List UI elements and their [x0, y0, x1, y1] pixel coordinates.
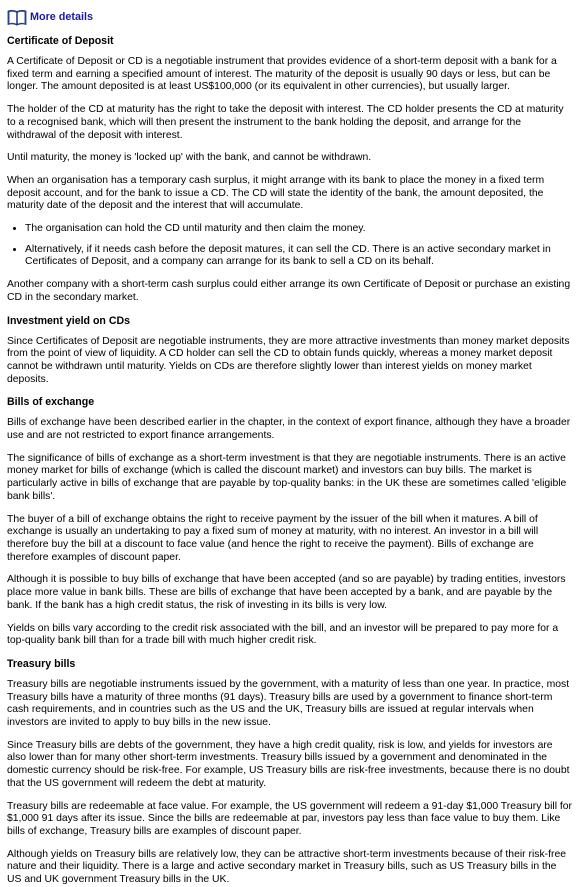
paragraph: Although it is possible to buy bills of exchange that have been accepted (and so are payable) by trading entities, investors place more value in bank bills. These are bills of exchange that have been accepted by a bank, and are payable by the bank. If the bank has a high credit status, the risk of investing in its bills is very low. [7, 574, 566, 611]
paragraph: Although yields on Treasury bills are relatively low, they can be attractive short-term investments because of their risk-free nature and their liquidity. There is a large and active secondary market in Treasury bills, such as US Treasury bills in the US and UK government Treasury bills in the UK. [7, 848, 567, 886]
paragraph: Bills of exchange have been described earlier in the chapter, in the context of export finance, although they have a broader use and are not restricted to export finance arrangements. [7, 417, 571, 442]
list-item: • Alternatively, if it needs cash before the deposit matures, it can sell the CD. There is an active secondary market in Certificates of Deposit, and a company can arrange for its bank to sell a CD on its behalf. [25, 244, 573, 269]
paragraph: Since Treasury bills are debts of the government, they have a high credit quality, risk is low, and yields for investors are also lower than for many other short-term investments. Treasury bills issued by a government and denominated in the domestic currency should be risk-free. For example, US Treasury bills are risk-free investments, because there is no doubt that the US government will redeem the debt at maturity. [7, 739, 570, 789]
paragraph: Treasury bills are negotiable instruments issued by the government, with a maturity of less than one year. In practice, most Treasury bills have a maturity of three months (91 days). Treasury bills are used by a government to finance short-term cash requirements, and in countries such as the US and the UK, Treasury bills are issued at regular intervals when investors are invited to apply to buy bills in the new issue. [7, 678, 570, 729]
paragraph: Treasury bills are redeemable at face value. For example, the US government will redeem a 91-day $1,000 Treasury bill for $1,000 91 days after its issue. Since the bills are redeemable at par, investors pay less than face value to buy them. Like bills of exchange, Treasury bills are examples of discount paper. [7, 800, 573, 837]
paragraph: A Certificate of Deposit or CD is a negotiable instrument that provides evidence of a short-term deposit with a bank for a fixed term and earning a specified amount of interest. The maturity of the deposit is usually 90 days or less, but can be longer. The amount deposited is at least US$100,000 (or its equivalent in other currencies), but usually larger. [7, 56, 557, 93]
book-icon [7, 9, 27, 26]
section-heading: Investment yield on CDs [7, 314, 131, 327]
bullet-list [7, 223, 573, 269]
paragraph: The buyer of a bill of exchange obtains the right to receive payment by the issuer of the bill when it matures. A bill of exchange is usually an undertaking to pay a fixed sum of money at maturity, with no interest. An investor in a bill will therefore buy the bill at a discount to face value (and hence the right to receive the payment). Bills of exchange are therefore examples of discount paper. [7, 513, 539, 563]
paragraph: The significance of bills of exchange as a short-term investment is that they are negotiable instruments. There is an active money market for bills of exchange (which is called the discount market) and investors can buy bills. The market is particularly active in bills of exchange that are payable by top-quality banks: in the UK these are sometimes called 'eligible bank bills'. [7, 452, 567, 502]
paragraph: Another company with a short-term cash surplus could either arrange its own Certificate of Deposit or purchase an existing CD in the secondary market. [7, 279, 571, 303]
section-heading: Treasury bills [7, 657, 76, 670]
section-heading: Certificate of Deposit [7, 35, 114, 47]
paragraph: The holder of the CD at maturity has the right to take the deposit with interest. The CD holder presents the CD at maturity to a recognised bank, which will then present the instrument to the bank holding the deposit, and arrange for the withdrawal of the deposit with interest. [7, 104, 564, 141]
section-heading: Bills of exchange [7, 396, 95, 409]
paragraph: When an organisation has a temporary cash surplus, it might arrange with its bank to place the money in a fixed term deposit account, and for the bank to issue a CD. The CD will state the identity of the bank, the amount deposited, the maturity date of the deposit and the interest that will accumulate. [7, 174, 545, 212]
paragraph: Since Certificates of Deposit are negotiable instruments, they are more attractive investments than money market deposits from the point of view of liquidity. A CD holder can sell the CD to obtain funds quickly, whereas a money market deposit cannot be withdrawn until maturity. Yields on CDs are therefore slightly lower than interest yields on money market deposits. [7, 335, 570, 385]
paragraph: Until maturity, the money is 'locked up' with the bank, and cannot be withdrawn. [7, 152, 372, 164]
more-details-header[interactable] [7, 5, 573, 29]
paragraph: Yields on bills vary according to the credit risk associated with the bill, and an investor will be prepared to pay more for a top-quality bank bill than for a trade bill with much higher credit risk. [7, 622, 559, 647]
list-item: • The organisation can hold the CD until maturity and then claim the money. [25, 223, 573, 236]
more-details-title[interactable]: More details [30, 10, 93, 23]
